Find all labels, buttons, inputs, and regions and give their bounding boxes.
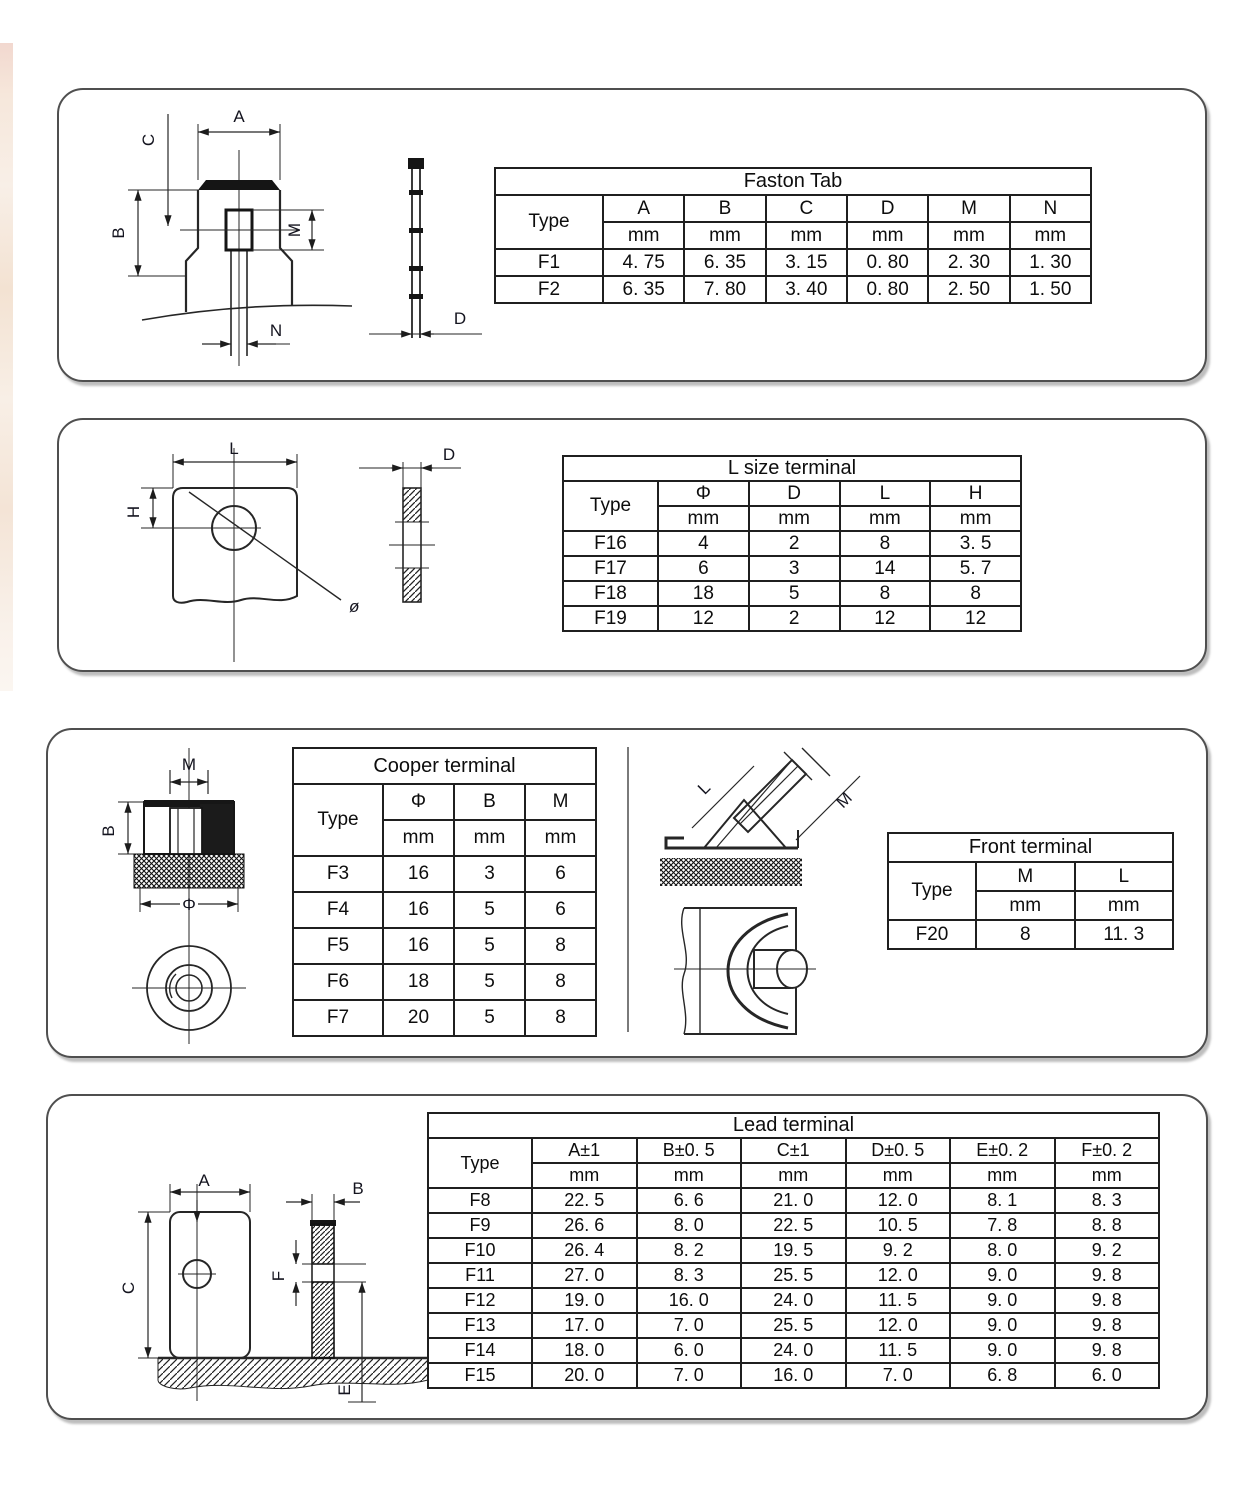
table-row — [293, 892, 596, 928]
value-cell: 27. 0 — [532, 1263, 637, 1288]
value-cell: 7. 0 — [846, 1363, 951, 1388]
column-header: M — [976, 862, 1075, 891]
type-cell: F15 — [428, 1363, 532, 1388]
value-cell: 6. 35 — [684, 249, 765, 276]
table-title-row — [888, 833, 1173, 862]
type-cell: F10 — [428, 1238, 532, 1263]
value-cell: 12 — [930, 606, 1021, 631]
l-size-terminal-table — [562, 455, 1022, 632]
value-cell: 19. 0 — [532, 1288, 637, 1313]
column-header: D — [749, 481, 840, 506]
table-title-row — [563, 456, 1021, 481]
value-cell: 22. 5 — [741, 1213, 846, 1238]
value-cell: 8 — [525, 964, 596, 1000]
dim-label-b: B — [352, 1179, 364, 1198]
value-cell: 9. 0 — [950, 1313, 1055, 1338]
dim-label-a: A — [198, 1171, 210, 1190]
value-cell: 6 — [658, 556, 749, 581]
value-cell: 22. 5 — [532, 1188, 637, 1213]
value-cell: 5. 7 — [930, 556, 1021, 581]
faston-tab-table — [494, 167, 1092, 304]
value-cell: 17. 0 — [532, 1313, 637, 1338]
value-cell: 9. 8 — [1055, 1313, 1160, 1338]
table-row — [888, 920, 1173, 949]
value-cell: 24. 0 — [741, 1338, 846, 1363]
value-cell: 11. 5 — [846, 1288, 951, 1313]
type-cell: F1 — [495, 249, 603, 276]
unit-header: mm — [950, 1163, 1055, 1188]
type-header: Type — [563, 481, 658, 531]
table-title: Faston Tab — [495, 168, 1091, 195]
value-cell: 3 — [749, 556, 840, 581]
dim-label-l: L — [694, 778, 715, 799]
value-cell: 16 — [383, 892, 454, 928]
value-cell: 26. 6 — [532, 1213, 637, 1238]
column-header: F±0. 2 — [1055, 1138, 1160, 1163]
unit-header: mm — [1055, 1163, 1160, 1188]
value-cell: 12. 0 — [846, 1313, 951, 1338]
type-cell: F6 — [293, 964, 383, 1000]
dim-label-d: D — [453, 309, 467, 328]
cooper-terminal-table — [292, 747, 597, 1037]
column-header: B — [454, 784, 525, 820]
l-size-terminal-panel — [57, 418, 1207, 672]
value-cell: 9. 8 — [1055, 1288, 1160, 1313]
value-cell: 21. 0 — [741, 1188, 846, 1213]
table-title: Cooper terminal — [293, 748, 596, 784]
unit-header: mm — [383, 820, 454, 856]
value-cell: 8 — [525, 1000, 596, 1036]
column-header: H — [930, 481, 1021, 506]
value-cell: 25. 5 — [741, 1263, 846, 1288]
table-row — [428, 1263, 1159, 1288]
value-cell: 12. 0 — [846, 1188, 951, 1213]
value-cell: 2 — [749, 531, 840, 556]
value-cell: 4 — [658, 531, 749, 556]
value-cell: 20. 0 — [532, 1363, 637, 1388]
value-cell: 24. 0 — [741, 1288, 846, 1313]
unit-header: mm — [749, 506, 840, 531]
value-cell: 8. 2 — [637, 1238, 742, 1263]
column-header-row — [428, 1138, 1159, 1163]
value-cell: 5 — [454, 928, 525, 964]
column-header: L — [840, 481, 931, 506]
column-header: L — [1075, 862, 1174, 891]
column-header: C±1 — [741, 1138, 846, 1163]
value-cell: 1. 30 — [1010, 249, 1091, 276]
table-title: Front terminal — [888, 833, 1173, 862]
column-header: A — [603, 195, 684, 222]
type-cell: F4 — [293, 892, 383, 928]
value-cell: 8. 1 — [950, 1188, 1055, 1213]
unit-header: mm — [741, 1163, 846, 1188]
type-cell: F18 — [563, 581, 658, 606]
value-cell: 8 — [840, 581, 931, 606]
value-cell: 8 — [930, 581, 1021, 606]
type-cell: F13 — [428, 1313, 532, 1338]
value-cell: 8. 3 — [637, 1263, 742, 1288]
type-cell: F8 — [428, 1188, 532, 1213]
value-cell: 8 — [976, 920, 1075, 949]
value-cell: 16. 0 — [741, 1363, 846, 1388]
column-header: Φ — [383, 784, 454, 820]
dim-label-n: N — [269, 321, 283, 340]
value-cell: 3. 40 — [766, 276, 847, 303]
unit-header: mm — [637, 1163, 742, 1188]
type-cell: F20 — [888, 920, 976, 949]
value-cell: 16 — [383, 856, 454, 892]
value-cell: 6 — [525, 892, 596, 928]
value-cell: 3. 5 — [930, 531, 1021, 556]
table-row — [428, 1288, 1159, 1313]
unit-header: mm — [603, 222, 684, 249]
type-cell: F9 — [428, 1213, 532, 1238]
value-cell: 7. 8 — [950, 1213, 1055, 1238]
table-title-row — [495, 168, 1091, 195]
faston-tab-panel — [57, 88, 1207, 382]
table-title: Lead terminal — [428, 1113, 1159, 1138]
value-cell: 25. 5 — [741, 1313, 846, 1338]
value-cell: 8. 8 — [1055, 1213, 1160, 1238]
dim-label-m: M — [181, 755, 197, 774]
value-cell: 1. 50 — [1010, 276, 1091, 303]
table-row — [563, 556, 1021, 581]
type-cell: F3 — [293, 856, 383, 892]
value-cell: 14 — [840, 556, 931, 581]
dim-label-c: C — [139, 133, 158, 147]
value-cell: 9. 0 — [950, 1263, 1055, 1288]
value-cell: 6. 35 — [603, 276, 684, 303]
value-cell: 9. 8 — [1055, 1263, 1160, 1288]
table-row — [563, 531, 1021, 556]
table-title-row — [428, 1113, 1159, 1138]
unit-header: mm — [1075, 891, 1174, 920]
value-cell: 12 — [658, 606, 749, 631]
table-title: L size terminal — [563, 456, 1021, 481]
dim-label-b: B — [99, 825, 118, 837]
value-cell: 6. 0 — [1055, 1363, 1160, 1388]
value-cell: 2. 50 — [928, 276, 1009, 303]
value-cell: 7. 0 — [637, 1363, 742, 1388]
value-cell: 5 — [454, 892, 525, 928]
table-row — [428, 1338, 1159, 1363]
table-row — [293, 1000, 596, 1036]
column-header-row — [495, 195, 1091, 222]
table-row — [563, 606, 1021, 631]
table-title-row — [293, 748, 596, 784]
cooper-terminal-drawing — [84, 736, 294, 1046]
type-cell: F14 — [428, 1338, 532, 1363]
column-header: A±1 — [532, 1138, 637, 1163]
column-header: Φ — [658, 481, 749, 506]
dim-label-l: L — [229, 439, 239, 458]
column-header-row — [293, 784, 596, 820]
table-row — [563, 581, 1021, 606]
type-cell: F16 — [563, 531, 658, 556]
column-header: M — [525, 784, 596, 820]
unit-header: mm — [525, 820, 596, 856]
cooper-front-terminal-panel — [46, 728, 1208, 1058]
dim-label-h: H — [124, 505, 143, 519]
value-cell: 6. 6 — [637, 1188, 742, 1213]
value-cell: 7. 80 — [684, 276, 765, 303]
l-size-terminal-drawing — [109, 430, 479, 665]
value-cell: 10. 5 — [846, 1213, 951, 1238]
value-cell: 12. 0 — [846, 1263, 951, 1288]
value-cell: 9. 2 — [846, 1238, 951, 1263]
table-row — [428, 1363, 1159, 1388]
unit-header: mm — [1010, 222, 1091, 249]
value-cell: 7. 0 — [637, 1313, 742, 1338]
column-header: D — [847, 195, 928, 222]
unit-header: mm — [840, 506, 931, 531]
type-cell: F5 — [293, 928, 383, 964]
dim-label-d: D — [442, 445, 456, 464]
value-cell: 4. 75 — [603, 249, 684, 276]
unit-header: mm — [976, 891, 1075, 920]
value-cell: 0. 80 — [847, 249, 928, 276]
value-cell: 8 — [525, 928, 596, 964]
type-header: Type — [428, 1138, 532, 1188]
value-cell: 18 — [658, 581, 749, 606]
unit-header: mm — [766, 222, 847, 249]
column-header-row — [888, 862, 1173, 891]
unit-header: mm — [658, 506, 749, 531]
value-cell: 5 — [749, 581, 840, 606]
value-cell: 9. 8 — [1055, 1338, 1160, 1363]
unit-header-row — [428, 1163, 1159, 1188]
value-cell: 3. 15 — [766, 249, 847, 276]
table-row — [293, 964, 596, 1000]
dim-label-b: B — [109, 227, 128, 239]
column-header-row — [563, 481, 1021, 506]
table-row — [428, 1213, 1159, 1238]
value-cell: 8. 0 — [637, 1213, 742, 1238]
column-header: D±0. 5 — [846, 1138, 951, 1163]
page-edge-texture — [0, 43, 13, 691]
value-cell: 26. 4 — [532, 1238, 637, 1263]
dim-label-m: M — [285, 222, 304, 238]
column-header: C — [766, 195, 847, 222]
front-terminal-drawing — [646, 740, 896, 1040]
value-cell: 20 — [383, 1000, 454, 1036]
value-cell: 16. 0 — [637, 1288, 742, 1313]
column-header: M — [928, 195, 1009, 222]
type-header: Type — [495, 195, 603, 249]
dim-label-phi: Φ — [182, 895, 196, 914]
type-cell: F17 — [563, 556, 658, 581]
value-cell: 2. 30 — [928, 249, 1009, 276]
unit-header: mm — [846, 1163, 951, 1188]
value-cell: 16 — [383, 928, 454, 964]
section-divider — [627, 747, 629, 1032]
value-cell: 8. 0 — [950, 1238, 1055, 1263]
value-cell: 12 — [840, 606, 931, 631]
unit-header: mm — [847, 222, 928, 249]
value-cell: 9. 2 — [1055, 1238, 1160, 1263]
value-cell: 11. 5 — [846, 1338, 951, 1363]
value-cell: 8. 3 — [1055, 1188, 1160, 1213]
column-header: N — [1010, 195, 1091, 222]
type-cell: F2 — [495, 276, 603, 303]
value-cell: 0. 80 — [847, 276, 928, 303]
value-cell: 5 — [454, 964, 525, 1000]
dim-label-m: M — [832, 788, 856, 812]
type-header: Type — [293, 784, 383, 856]
unit-header: mm — [454, 820, 525, 856]
value-cell: 11. 3 — [1075, 920, 1174, 949]
value-cell: 19. 5 — [741, 1238, 846, 1263]
front-terminal-table — [887, 832, 1174, 950]
value-cell: 18. 0 — [532, 1338, 637, 1363]
value-cell: 6 — [525, 856, 596, 892]
value-cell: 8 — [840, 531, 931, 556]
unit-header: mm — [928, 222, 1009, 249]
table-row — [428, 1238, 1159, 1263]
type-cell: F7 — [293, 1000, 383, 1036]
dim-label-a: A — [233, 107, 245, 126]
lead-terminal-panel — [46, 1094, 1208, 1420]
table-row — [293, 856, 596, 892]
column-header: B — [684, 195, 765, 222]
faston-tab-drawing — [84, 98, 494, 370]
dim-label-f: F — [269, 1270, 288, 1282]
value-cell: 5 — [454, 1000, 525, 1036]
table-row — [428, 1188, 1159, 1213]
value-cell: 9. 0 — [950, 1288, 1055, 1313]
lead-terminal-table — [427, 1112, 1160, 1389]
lead-terminal-drawing — [100, 1156, 430, 1406]
value-cell: 9. 0 — [950, 1338, 1055, 1363]
unit-header: mm — [532, 1163, 637, 1188]
type-cell: F12 — [428, 1288, 532, 1313]
dim-label-c: C — [119, 1281, 138, 1295]
column-header: B±0. 5 — [637, 1138, 742, 1163]
column-header: E±0. 2 — [950, 1138, 1055, 1163]
type-cell: F19 — [563, 606, 658, 631]
value-cell: 6. 0 — [637, 1338, 742, 1363]
value-cell: 6. 8 — [950, 1363, 1055, 1388]
type-header: Type — [888, 862, 976, 920]
type-cell: F11 — [428, 1263, 532, 1288]
table-row — [495, 276, 1091, 303]
table-row — [293, 928, 596, 964]
unit-header: mm — [684, 222, 765, 249]
value-cell: 3 — [454, 856, 525, 892]
table-row — [495, 249, 1091, 276]
value-cell: 18 — [383, 964, 454, 1000]
table-row — [428, 1313, 1159, 1338]
value-cell: 2 — [749, 606, 840, 631]
dim-label-e: E — [335, 1384, 354, 1396]
unit-header: mm — [930, 506, 1021, 531]
dim-label-phi: ø — [349, 597, 360, 616]
